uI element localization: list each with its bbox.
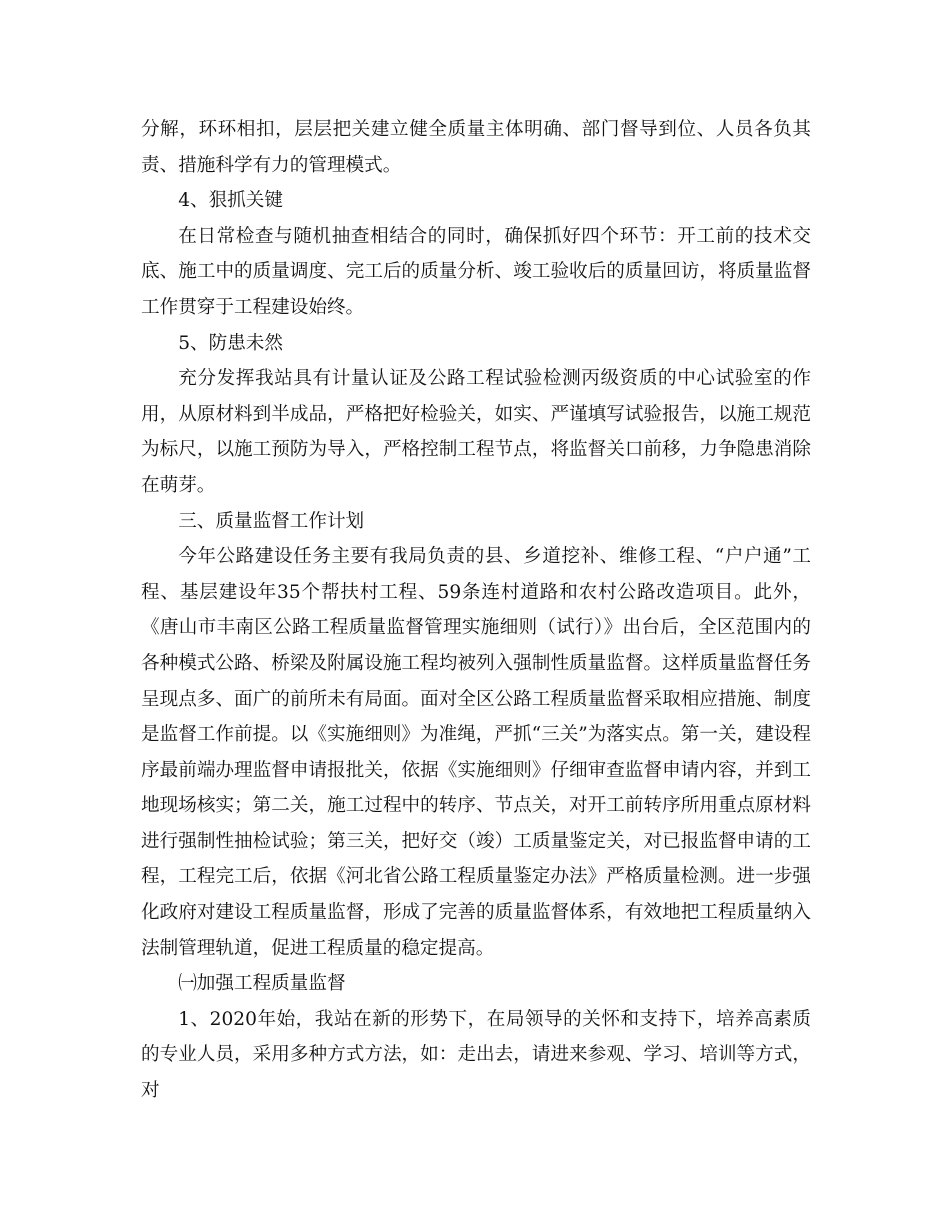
paragraph-continuation: 分解，环环相扣，层层把关建立健全质量主体明确、部门督导到位、人员各负其责、措施科学有力的管理模式。 [141, 119, 811, 176]
section-heading-5: 5、防患未然 [178, 332, 283, 354]
section-heading-4: 4、狠抓关键 [178, 190, 283, 212]
paragraph-key-links: 在日常检查与随机抽查相结合的同时，确保抓好四个环节：开工前的技术交底、施工中的质量调度、完工后的质量分析、竣工验收后的质量回访，将质量监督工作贯穿于工程建设始终。 [141, 225, 811, 318]
paragraph-plan: 今年公路建设任务主要有我局负责的县、乡道挖补、维修工程、“户户通”工程、基层建设年35个帮扶村工程、59条连村道路和农村公路改造项目。此外，《唐山市丰南区公路工程质量监督管理实施细则（试行）》出台后，全区范围内的各种模式公路、桥梁及附属设施工程均被列入强制性质量监督。这样质量监督任务呈现点多、面广的前所未有局面。面对全区公路工程质量监督采取相应措施、制度是监督工作前提。以《实施细则》为准绳，严抓“三关”为落实点。第一关，建设程序最前端办理监督申请报批关，依据《实施细则》仔细审查监督申请内容，并到工地现场核实；第二关，施工过程中的转序、节点关，对开工前转序所用重点原材料进行强制性抽检试验；第三关，把好交（竣）工质量鉴定关，对已报监督申请的工程，工程完工后，依据《河北省公路工程质量鉴定办法》严格质量检测。进一步强化政府对建设工程质量监督，形成了完善的质量监督体系，有效地把工程质量纳入法制管理轨道，促进工程质量的稳定提高。 [141, 546, 811, 959]
paragraph-2020: 1、2020年始，我站在新的形势下，在局领导的关怀和支持下，培养高素质的专业人员，采用多种方式方法，如：走出去，请进来参观、学习、培训等方式，对 [141, 1008, 811, 1102]
section-heading-plan: 三、质量监督工作计划 [178, 510, 365, 532]
paragraph-prevention: 充分发挥我站具有计量认证及公路工程试验检测丙级资质的中心试验室的作用，从原材料到半成品，严格把好检验关，如实、严谨填写试验报告，以施工规范为标尺，以施工预防为导入，严格控制工程节点，将监督关口前移，力争隐患消除在萌芽。 [141, 368, 811, 496]
section-heading-strengthen: ㈠加强工程质量监督 [178, 973, 346, 995]
document-body [141, 112, 811, 1109]
